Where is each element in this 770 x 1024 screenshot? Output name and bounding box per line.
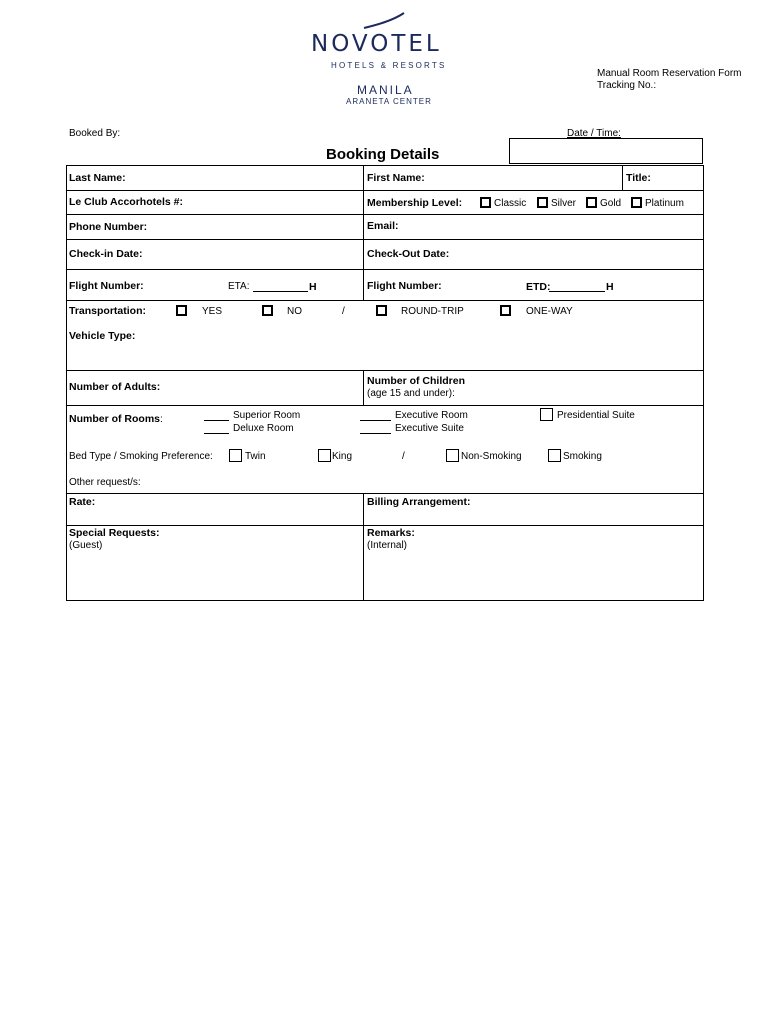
phone-label: Phone Number: xyxy=(69,221,148,233)
bed-pref-label: Bed Type / Smoking Preference: xyxy=(69,451,213,462)
rooms-colon: : xyxy=(160,414,163,425)
bed-option-non-smoking: Non-Smoking xyxy=(461,451,522,462)
bed-option-twin: Twin xyxy=(245,451,266,462)
internal-note: (Internal) xyxy=(367,540,408,551)
membership-option-silver: Silver xyxy=(551,198,577,209)
rooms-label: Number of Rooms xyxy=(69,413,161,425)
form-title: Manual Room Reservation Form xyxy=(597,68,742,79)
eta-label: ETA: xyxy=(228,281,250,292)
checkbox-non-smoking[interactable] xyxy=(446,449,459,462)
executive-suite-field[interactable] xyxy=(360,423,391,434)
superior-room-field[interactable] xyxy=(204,410,229,421)
email-label: Email: xyxy=(367,220,399,232)
etd-field[interactable] xyxy=(549,280,605,292)
children-label: Number of Children xyxy=(367,375,466,387)
room-type-deluxe: Deluxe Room xyxy=(233,423,294,434)
checkbox-twin[interactable] xyxy=(229,449,242,462)
checkbox-gold[interactable] xyxy=(586,197,597,208)
hotel-center: ARANETA CENTER xyxy=(346,97,432,106)
checkbox-smoking[interactable] xyxy=(548,449,561,462)
le-club-label: Le Club Accorhotels #: xyxy=(69,196,183,208)
executive-room-field[interactable] xyxy=(360,410,391,421)
room-type-presidential: Presidential Suite xyxy=(557,410,635,421)
brand-subtitle: HOTELS & RESORTS xyxy=(331,61,447,70)
first-name-label: First Name: xyxy=(367,172,425,184)
room-type-executive-room: Executive Room xyxy=(395,410,468,421)
rooms-label-group xyxy=(69,409,163,427)
checkbox-king[interactable] xyxy=(318,449,331,462)
flight-number-departure-label: Flight Number: xyxy=(367,280,442,292)
room-type-executive-suite: Executive Suite xyxy=(395,423,464,434)
etd-suffix: H xyxy=(606,281,614,293)
flight-number-arrival-label: Flight Number: xyxy=(69,280,144,292)
check-out-label: Check-Out Date: xyxy=(367,248,450,260)
eta-field[interactable] xyxy=(253,280,308,292)
transportation-label: Transportation: xyxy=(69,305,147,317)
hotel-city: MANILA xyxy=(357,83,414,97)
other-requests-label: Other request/s: xyxy=(69,477,141,488)
bed-separator: / xyxy=(402,451,405,462)
bed-option-smoking: Smoking xyxy=(563,451,602,462)
checkbox-transport-no[interactable] xyxy=(262,305,273,316)
vehicle-type-label: Vehicle Type: xyxy=(69,330,136,342)
transport-option-yes: YES xyxy=(202,306,223,317)
deluxe-room-field[interactable] xyxy=(204,423,229,434)
title-label: Title: xyxy=(626,172,651,184)
eta-suffix: H xyxy=(309,281,317,293)
checkbox-round-trip[interactable] xyxy=(376,305,387,316)
checkbox-one-way[interactable] xyxy=(500,305,511,316)
remarks-label: Remarks: xyxy=(367,527,415,539)
transport-option-round-trip: ROUND-TRIP xyxy=(401,306,464,317)
check-in-label: Check-in Date: xyxy=(69,248,143,260)
special-requests-label: Special Requests: xyxy=(69,527,160,539)
guest-note: (Guest) xyxy=(69,540,103,551)
room-type-superior: Superior Room xyxy=(233,410,301,421)
last-name-label: Last Name: xyxy=(69,172,126,184)
logo-swoosh-icon xyxy=(362,11,406,31)
membership-option-gold: Gold xyxy=(600,198,622,209)
etd-label: ETD: xyxy=(526,281,551,293)
page-title: Booking Details xyxy=(326,146,440,163)
transport-option-one-way: ONE-WAY xyxy=(526,306,573,317)
date-time-label: Date / Time: xyxy=(567,128,621,139)
bed-option-king: King xyxy=(332,451,353,462)
checkbox-presidential-suite[interactable] xyxy=(540,408,553,421)
checkbox-classic[interactable] xyxy=(480,197,491,208)
booked-by-label: Booked By: xyxy=(69,128,121,139)
billing-label: Billing Arrangement: xyxy=(367,496,471,508)
rate-label: Rate: xyxy=(69,496,96,508)
transport-option-no: NO xyxy=(287,306,302,317)
membership-option-classic: Classic xyxy=(494,198,527,209)
children-note: (age 15 and under): xyxy=(367,388,455,399)
transport-separator: / xyxy=(342,306,345,317)
checkbox-platinum[interactable] xyxy=(631,197,642,208)
membership-level-label: Membership Level: xyxy=(367,197,463,209)
date-time-field[interactable] xyxy=(509,138,703,164)
tracking-label: Tracking No.: xyxy=(597,80,657,91)
brand-logo: NOVOTEL xyxy=(311,31,442,57)
checkbox-silver[interactable] xyxy=(537,197,548,208)
adults-label: Number of Adults: xyxy=(69,381,161,393)
checkbox-transport-yes[interactable] xyxy=(176,305,187,316)
membership-option-platinum: Platinum xyxy=(645,198,684,209)
